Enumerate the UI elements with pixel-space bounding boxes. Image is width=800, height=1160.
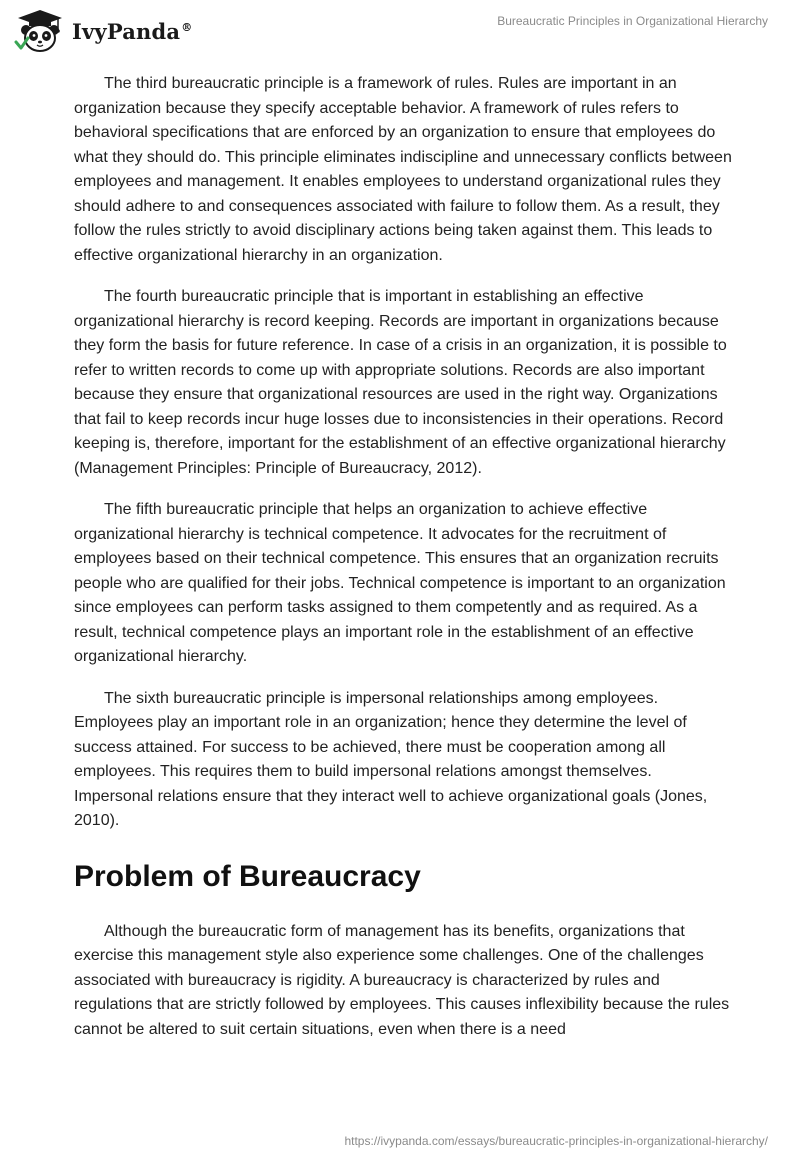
brand-logo[interactable] <box>14 8 192 54</box>
paragraph: The fifth bureaucratic principle that helps an organization to achieve effective organizational hierarchy is technical competence. It advocates for the recruitment of employees based on their technical competence. This ensures that an organization recruits people who are qualified for their jobs. Technical competence is important to an organization since employees can perform tasks assigned to them competently and as required. As a result, technical competence plays an important role in the establishment of an effective organizational hierarchy. <box>74 501 726 665</box>
brand-name: IvyPanda® <box>72 18 193 44</box>
essay-body <box>74 72 734 1059</box>
paragraph: The third bureaucratic principle is a framework of rules. Rules are important in an organization because they specify acceptable behavior. A framework of rules refers to behavioral specifications that are enforced by an organization to ensure that employees do what they should do. This principle eliminates indiscipline and unnecessary conflicts between employees and management. It enables employees to understand organizational rules they should adhere to and consequences associated with failure to follow them. As a result, they follow the rules strictly to avoid disciplinary actions being taken against them. This leads to effective organizational hierarchy in an organization. <box>74 75 732 264</box>
section-heading: Problem of Bureaucracy <box>74 859 421 893</box>
paragraph: The sixth bureaucratic principle is impersonal relationships among employees. Employees play an important role in an organization; hence they determine the level of success attained. For success to be achieved, there must be cooperation among all employees. This requires them to build impersonal relations amongst themselves. Impersonal relations ensure that they interact well to achieve organizational goals (Jones, 2010). <box>74 689 708 829</box>
running-title: Bureaucratic Principles in Organizational Hierarchy <box>497 14 768 28</box>
footer-url[interactable]: https://ivypanda.com/essays/bureaucratic-principles-in-organizational-hierarchy/ <box>344 1134 768 1148</box>
paragraph: Although the bureaucratic form of management has its benefits, organizations that exercise this management style also experience some challenges. One of the challenges associated with bureaucracy is rigidity. A bureaucracy is characterized by rules and regulations that are strictly followed by employees. This causes inflexibility because the rules cannot be altered to suit certain situations, even when there is a need <box>74 922 730 1038</box>
panda-mascot-icon <box>14 8 66 54</box>
paragraph: The fourth bureaucratic principle that is important in establishing an effective organizational hierarchy is record keeping. Records are important in organizations because they form the basis for future reference. In case of a crisis in an organization, it is possible to refer to written records to come up with appropriate solutions. Records are also important because they ensure that organizational resources are used in the right way. Organizations that fail to keep records incur huge losses due to inconsistencies in their operations. Record keeping is, therefore, important for the establishment of an effective organizational hierarchy (Management Principles: Principle of Bureaucracy, 2012). <box>74 288 727 477</box>
